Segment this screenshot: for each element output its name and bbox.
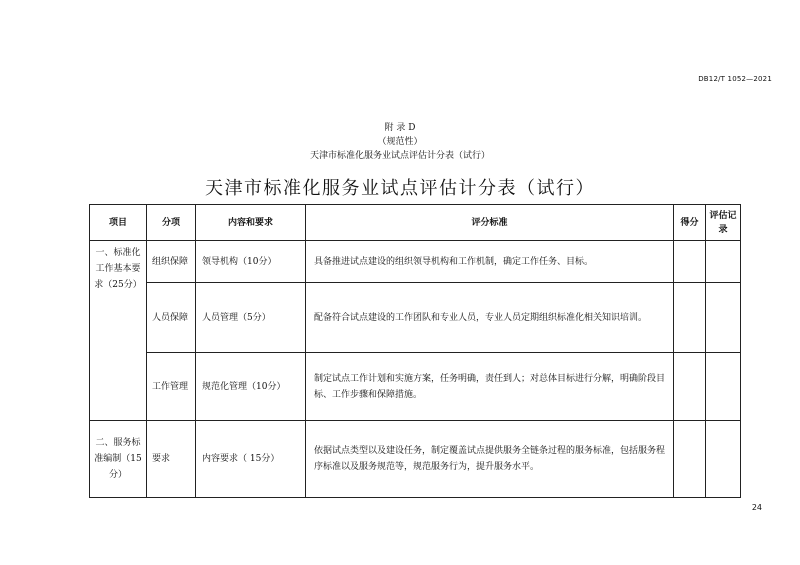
appendix-caption: 天津市标准化服务业试点评估计分表（试行） <box>309 151 490 161</box>
score-table <box>89 204 741 498</box>
sub-item: 工作管理 <box>147 353 196 421</box>
score-cell[interactable] <box>674 283 706 353</box>
section-item: 一、标准化工作基本要求（25分） <box>90 241 147 421</box>
header-content: 内容和要求 <box>196 205 306 241</box>
content-cell: 规范化管理（10分） <box>196 353 306 421</box>
sub-item: 组织保障 <box>147 241 196 283</box>
appendix-nature: （规范性） <box>377 137 423 147</box>
standard-code: DB12/T 1052—2021 <box>698 75 772 83</box>
content-cell: 内容要求（ 15分） <box>196 421 306 498</box>
header-criteria: 评分标准 <box>306 205 674 241</box>
table-row <box>90 241 741 283</box>
table-row <box>90 421 741 498</box>
record-cell[interactable] <box>706 421 741 498</box>
criteria-cell: 具备推进试点建设的组织领导机构和工作机制，确定工作任务、目标。 <box>306 241 674 283</box>
content-cell: 人员管理（5分） <box>196 283 306 353</box>
score-cell[interactable] <box>674 241 706 283</box>
page-title: 天津市标准化服务业试点评估计分表（试行） <box>205 178 595 199</box>
criteria-cell: 依据试点类型以及建设任务，制定覆盖试点提供服务全链条过程的服务标准，包括服务程序标准以及服务规范等，规范服务行为，提升服务水平。 <box>306 421 674 498</box>
score-cell[interactable] <box>674 421 706 498</box>
score-cell[interactable] <box>674 353 706 421</box>
record-cell[interactable] <box>706 241 741 283</box>
record-cell[interactable] <box>706 283 741 353</box>
header-score: 得分 <box>674 205 706 241</box>
table-row <box>90 283 741 353</box>
criteria-cell: 制定试点工作计划和实施方案，任务明确，责任到人；对总体目标进行分解，明确阶段目标、工作步骤和保障措施。 <box>306 353 674 421</box>
page-number: 24 <box>751 503 762 512</box>
header-sub: 分项 <box>147 205 196 241</box>
table-header-row <box>90 205 741 241</box>
section-item: 二、服务标准编制（15分） <box>90 421 147 498</box>
header-record: 评估记录 <box>706 205 741 241</box>
sub-item: 人员保障 <box>147 283 196 353</box>
sub-item: 要求 <box>147 421 196 498</box>
table-row <box>90 353 741 421</box>
appendix-heading <box>0 121 800 163</box>
criteria-cell: 配备符合试点建设的工作团队和专业人员，专业人员定期组织标准化相关知识培训。 <box>306 283 674 353</box>
header-item: 项目 <box>90 205 147 241</box>
content-cell: 领导机构（10分） <box>196 241 306 283</box>
record-cell[interactable] <box>706 353 741 421</box>
appendix-label: 附 录 D <box>384 123 416 133</box>
